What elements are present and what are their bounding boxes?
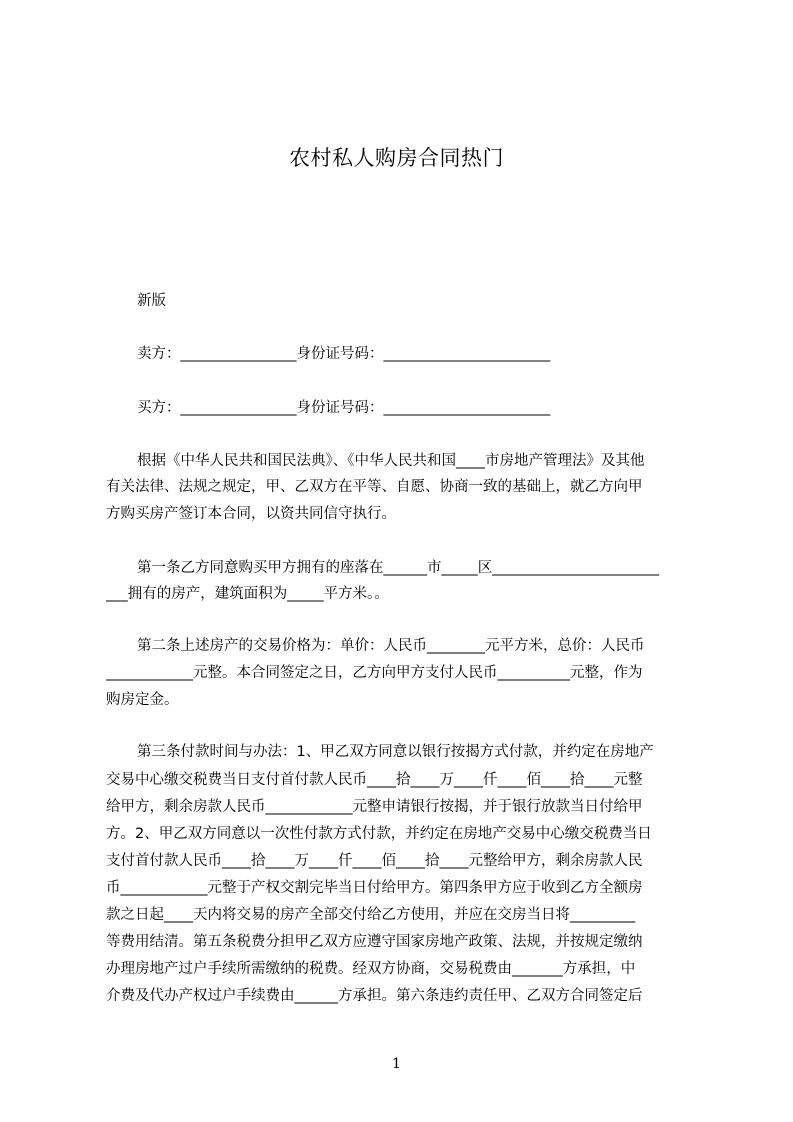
buyer-line: 买方：________________身份证号码：_______________________ [137,400,551,416]
paragraph-line: 第二条上述房产的交易价格为：单价：人民币________元平方米，总价：人民币 [137,638,645,654]
paragraph-line: 支付首付款人民币____拾____万____仟____佰____拾____元整给甲方，剩余房款人民 [106,853,643,869]
paragraph-line: ____________元整。本合同签定之日，乙方向甲方支付人民币__________元整，作为 [106,665,643,681]
paragraph-line: 款之日起____天内将交易的房产全部交付给乙方使用，并应在交房当日将_________ [106,907,636,923]
paragraph-line: ___拥有的房产，建筑面积为_____平方米。。 [106,586,389,602]
paragraph-line: 根据《中华人民共和国民法典》、《中华人民共和国____市房地产管理法》及其他 [137,453,645,469]
paragraph-line: 有关法律、法规之规定，甲、乙双方在平等、自愿、协商一致的基础上，就乙方向甲 [106,479,643,495]
paragraph-line: 交易中心缴交税费当日支付首付款人民币____拾____万____仟____佰____拾____元整 [106,772,643,788]
paragraph-line: 币____________元整于产权交割完毕当日付给甲方。第四条甲方应于收到乙方全额房 [106,880,643,896]
paragraph-line: 第三条付款时间与办法：1、甲乙双方同意以银行按揭方式付款，并约定在房地产 [137,744,654,760]
seller-line: 卖方：________________身份证号码：_______________________ [137,346,551,362]
paragraph-line: 第一条乙方同意购买甲方拥有的座落在______市_____区_______________________ [137,560,659,576]
paragraph-line: 方购买房产签订本合同，以资共同信守执行。 [106,506,396,522]
paragraph-line: 方。2、甲乙双方同意以一次性付款方式付款，并约定在房地产交易中心缴交税费当日 [106,826,652,842]
paragraph-line: 等费用结清。第五条税费分担甲乙双方应遵守国家房地产政策、法规，并按规定缴纳 [106,934,643,950]
paragraph-line: 介费及代办产权过户手续费由______方承担。第六条违约责任甲、乙双方合同签定后 [106,988,643,1004]
version-label: 新版 [137,293,166,309]
page-number: 1 [392,1056,401,1072]
paragraph-line: 给甲方，剩余房款人民币____________元整申请银行按揭，并于银行放款当日付给甲 [106,799,643,815]
paragraph-line: 购房定金。 [106,692,179,708]
paragraph-line: 办理房地产过户手续所需缴纳的税费。经双方协商，交易税费由_______方承担，中 [106,961,636,977]
document-title: 农村私人购房合同热门 [289,146,504,170]
